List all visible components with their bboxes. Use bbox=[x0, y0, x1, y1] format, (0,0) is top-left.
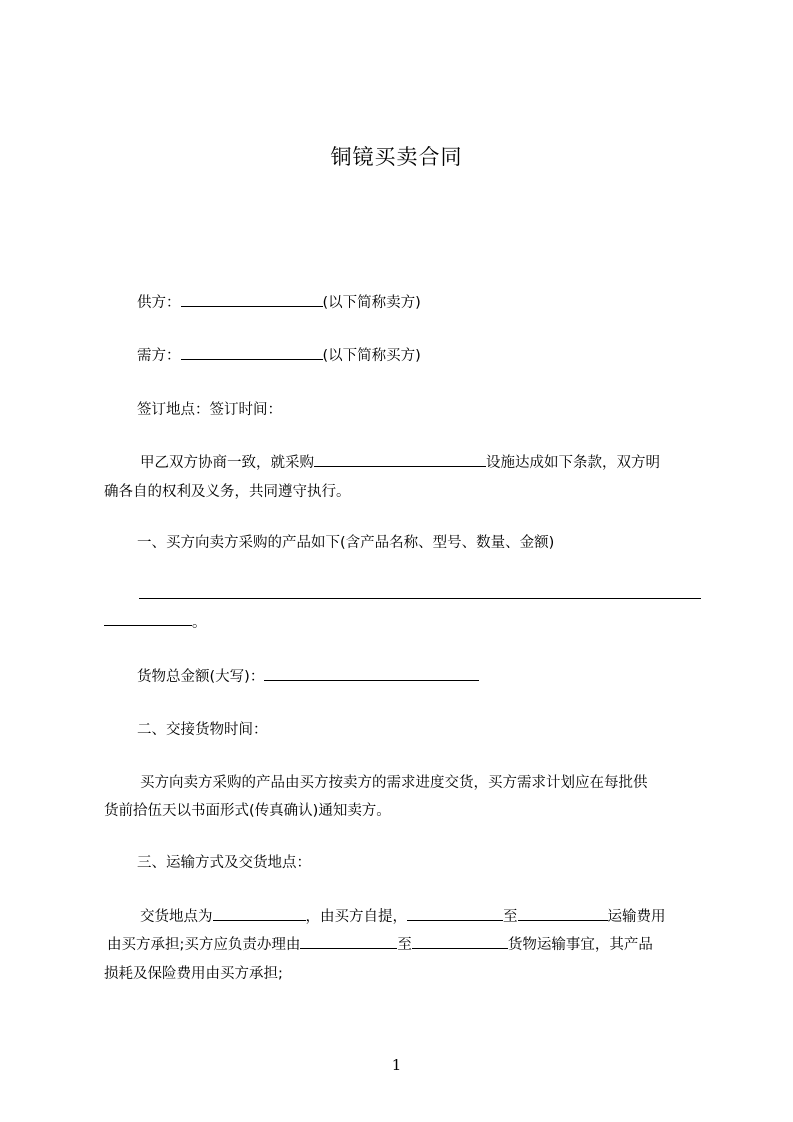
buyer-pickup-text: ，由买方自提， bbox=[305, 909, 407, 925]
freight-text: 运输费用 bbox=[607, 909, 666, 925]
intro-line-2: 确各自的权利及义务，共同遵守执行。 bbox=[104, 484, 351, 500]
section-2-heading: 二、交接货物时间： bbox=[137, 722, 268, 738]
product-blank-line-1 bbox=[139, 598, 701, 599]
transport-to-blank bbox=[412, 934, 508, 949]
total-amount-label: 货物总金额(大写)： bbox=[137, 669, 265, 685]
transport-matters-text: 货物运输事宜，其产品 bbox=[507, 937, 653, 953]
intro-suffix: 设施达成如下条款，双方明 bbox=[486, 455, 660, 471]
buyer-line bbox=[137, 344, 421, 365]
signing-info: 签订地点：签订时间： bbox=[137, 402, 282, 418]
delivery-place-label: 交货地点为 bbox=[140, 909, 213, 925]
section-3-line-1 bbox=[140, 905, 666, 926]
section-2-line-2: 货前拾伍天以书面形式(传真确认)通知卖方。 bbox=[104, 803, 391, 819]
delivery-place-blank bbox=[213, 906, 306, 921]
page-number: 1 bbox=[391, 1056, 402, 1074]
product-blank-line-2 bbox=[104, 625, 192, 626]
transport-arrange-text: 由买方承担;买方应负责办理由 bbox=[107, 937, 301, 953]
section-3-heading: 三、运输方式及交货地点： bbox=[137, 855, 311, 871]
supplier-suffix: (以下简称卖方) bbox=[322, 295, 421, 311]
intro-blank bbox=[314, 452, 486, 467]
to-text: 至 bbox=[503, 909, 518, 925]
total-amount-line bbox=[137, 665, 479, 686]
supplier-label: 供方： bbox=[137, 295, 181, 311]
buyer-blank bbox=[181, 345, 323, 360]
section-1-heading: 一、买方向卖方采购的产品如下(含产品名称、型号、数量、金额) bbox=[137, 535, 555, 551]
section-3-line-2 bbox=[107, 933, 653, 954]
page-title: 铜镜买卖合同 bbox=[330, 145, 463, 169]
supplier-line bbox=[137, 291, 421, 312]
route-from-blank bbox=[407, 906, 503, 921]
section-1-end: 。 bbox=[192, 615, 207, 631]
buyer-suffix: (以下简称买方) bbox=[322, 348, 421, 364]
to-text-2: 至 bbox=[397, 937, 412, 953]
intro-line-1 bbox=[140, 451, 660, 472]
buyer-label: 需方： bbox=[137, 348, 181, 364]
supplier-blank bbox=[181, 292, 323, 307]
section-3-line-3: 损耗及保险费用由买方承担; bbox=[104, 966, 283, 982]
intro-prefix: 甲乙双方协商一致，就采购 bbox=[140, 455, 314, 471]
section-2-line-1: 买方向卖方采购的产品由买方按卖方的需求进度交货，买方需求计划应在每批供 bbox=[140, 775, 648, 791]
route-to-blank bbox=[518, 906, 608, 921]
transport-from-blank bbox=[300, 934, 397, 949]
total-amount-blank bbox=[264, 666, 479, 681]
